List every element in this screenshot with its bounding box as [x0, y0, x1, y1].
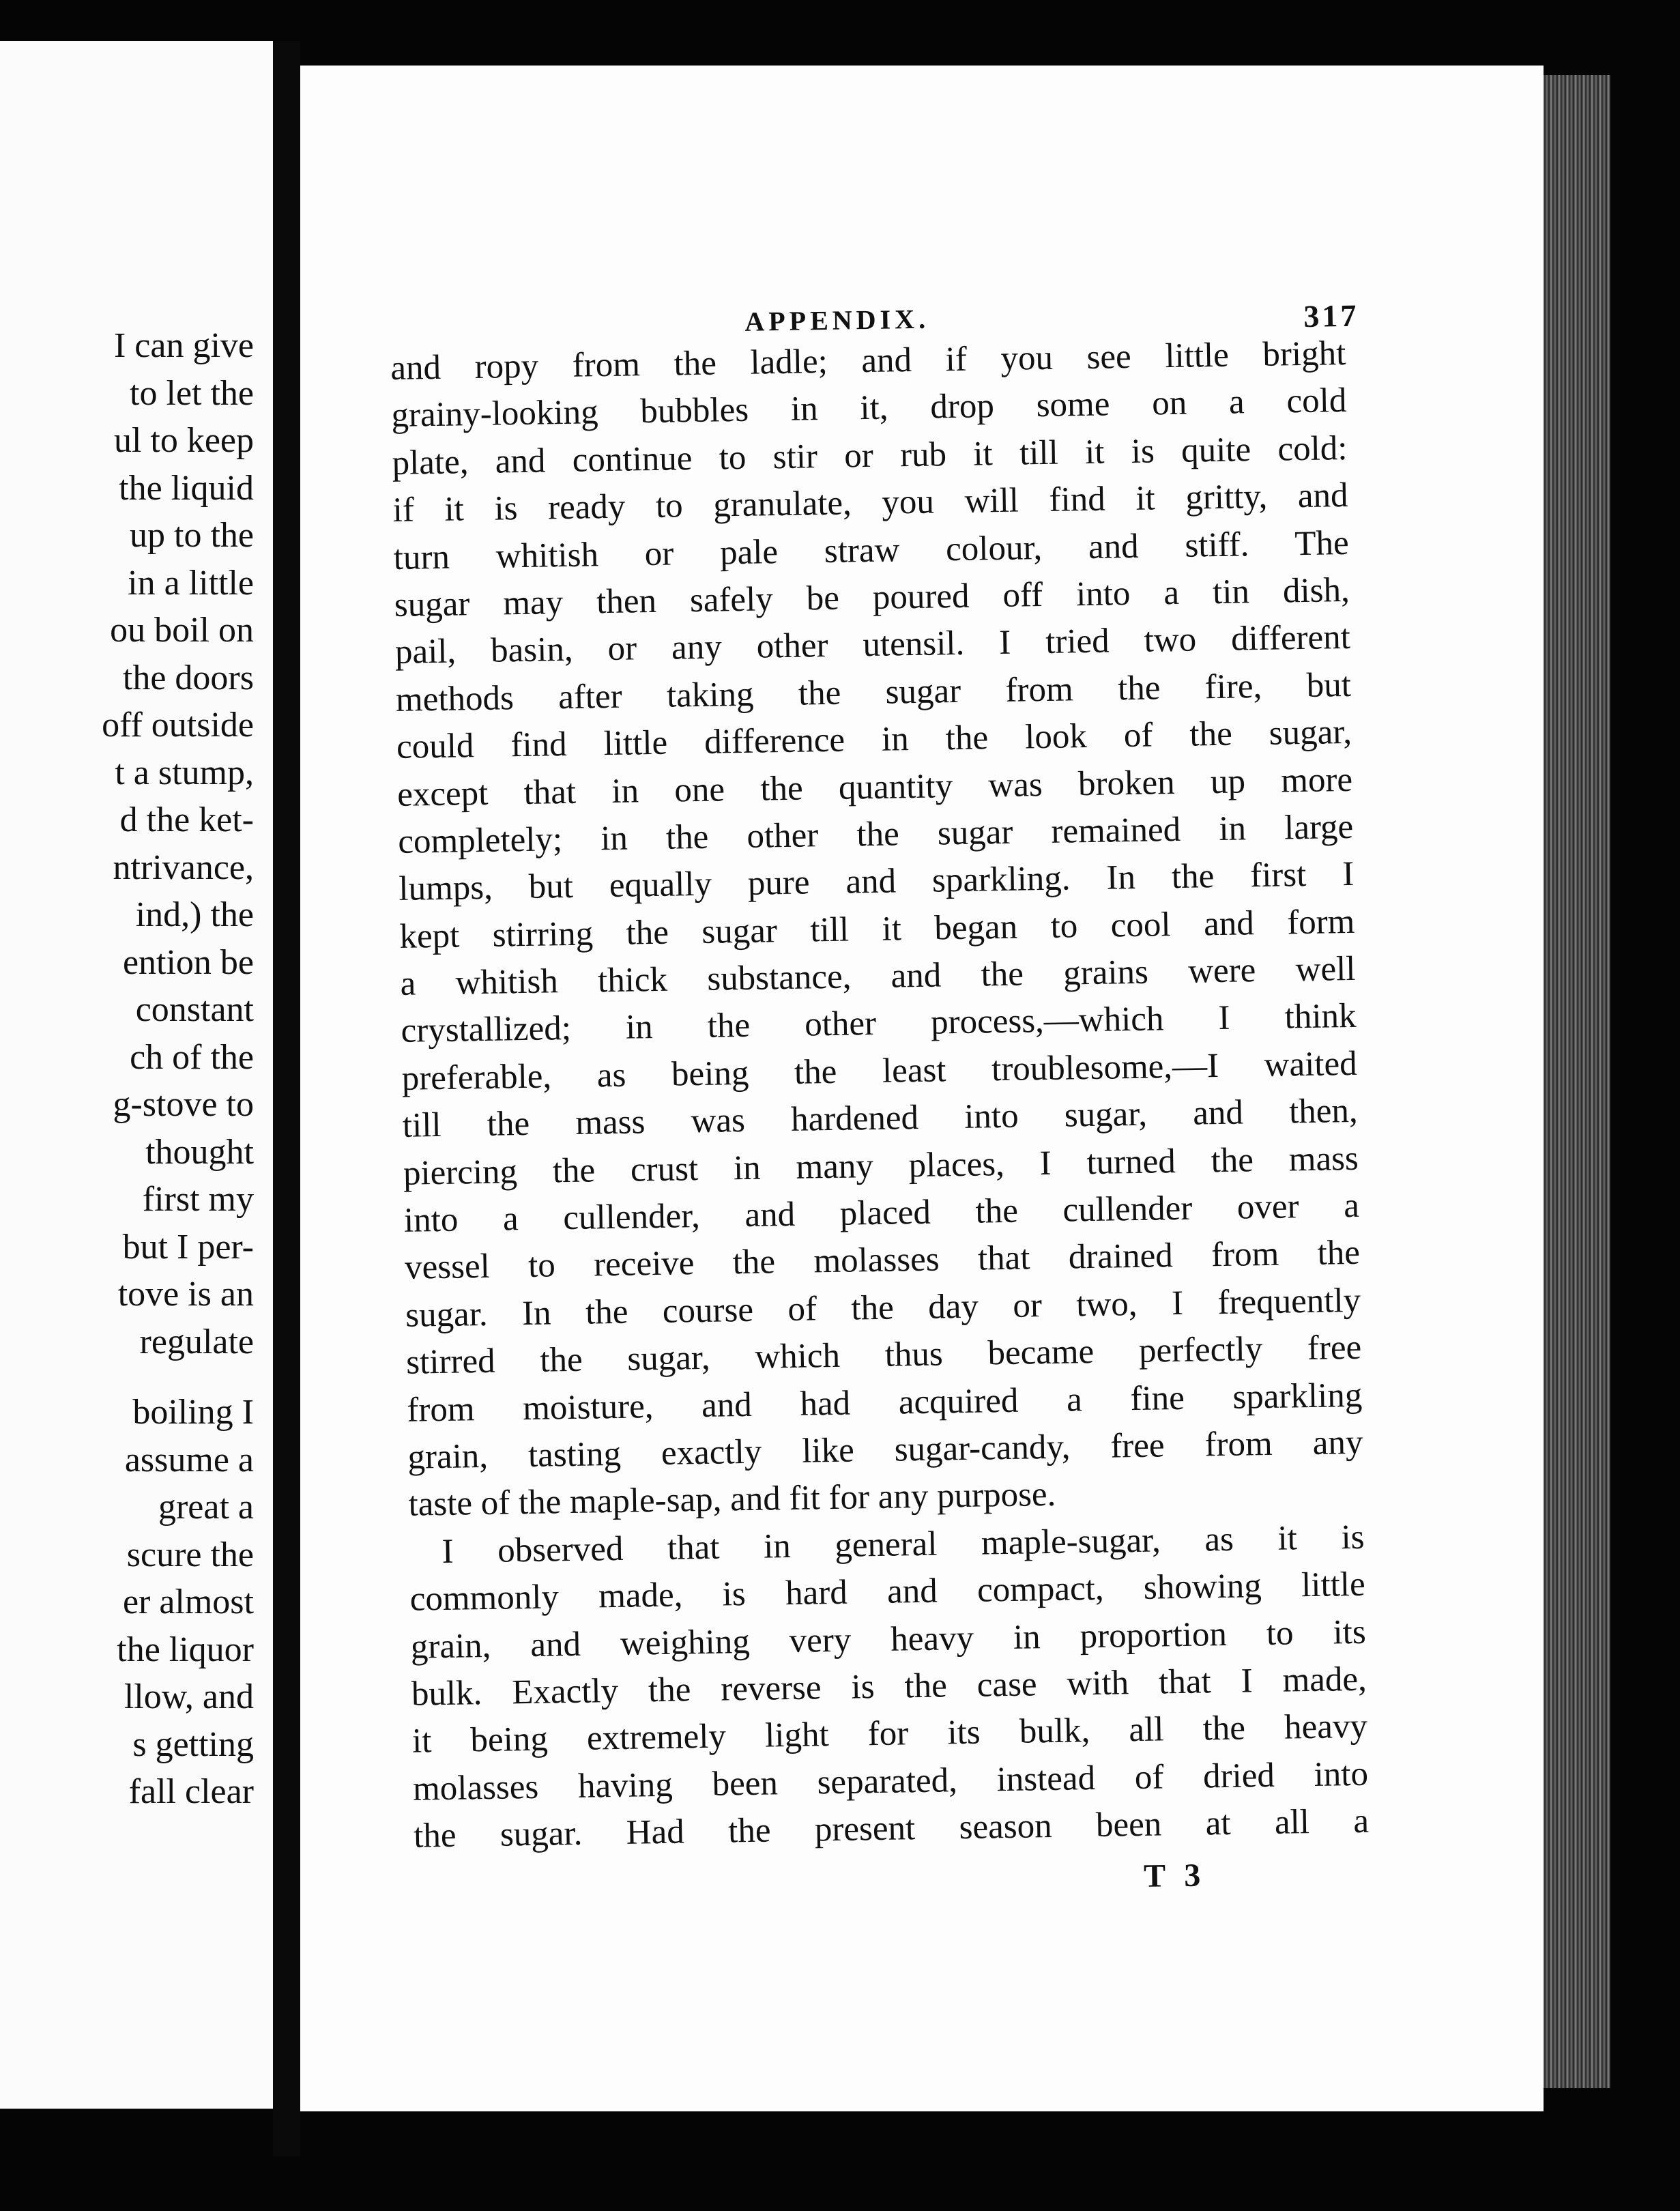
- text-line: from moisture, and had acquired a fine sparkling: [406, 1376, 1363, 1430]
- book-gutter: [273, 41, 300, 2156]
- left-fragment-line: boiling I: [132, 1393, 254, 1432]
- left-fragment-line: llow, and: [124, 1677, 254, 1716]
- right-page: [300, 66, 1544, 2111]
- text-line: lumps, but equally pure and sparkling. In the first I: [398, 855, 1355, 909]
- left-fragment-line: ention be: [122, 942, 254, 982]
- text-line: could find little difference in the look of the sugar,: [396, 713, 1352, 767]
- left-fragment-line: ch of the: [130, 1037, 254, 1077]
- left-fragment-line: off outside: [102, 706, 254, 745]
- text-line: into a cullender, and placed the cullender over a: [403, 1186, 1360, 1240]
- left-fragment-line: er almost: [122, 1583, 254, 1621]
- running-head-title: APPENDIX.: [744, 303, 930, 337]
- text-line: grain, and weighing very heavy in proportion to its: [410, 1613, 1367, 1666]
- text-line: molasses having been separated, instead of dried into: [412, 1754, 1369, 1808]
- text-line: bulk. Exactly the reverse is the case with that I made,: [411, 1660, 1367, 1714]
- left-fragment-line: assume a: [124, 1440, 254, 1479]
- left-fragment-line: up to the: [130, 516, 254, 555]
- text-line: methods after taking the sugar from the fire, but: [395, 665, 1352, 719]
- text-line: and ropy from the ladle; and if you see little bright: [390, 334, 1346, 388]
- left-fragment-line: ou boil on: [110, 611, 254, 650]
- text-line: turn whitish or pale straw colour, and stiff. The: [393, 523, 1350, 577]
- left-fragment-line: ul to keep: [113, 421, 254, 460]
- signature-mark: T 3: [1143, 1856, 1206, 1894]
- paragraph-2: [409, 1514, 1369, 1861]
- left-fragment-line: [0, 1365, 254, 1389]
- text-line: grainy-looking bubbles in it, drop some on a cold: [391, 381, 1347, 435]
- left-fragment-line: regulate: [139, 1322, 254, 1361]
- left-fragment-line: t a stump,: [115, 753, 254, 792]
- left-fragment-line: d the ket-: [119, 800, 254, 839]
- text-line: vessel to receive the molasses that drained from the: [404, 1234, 1361, 1288]
- text-line: the sugar. Had the present season been at all a: [413, 1802, 1370, 1855]
- left-fragment-line: thought: [145, 1132, 254, 1172]
- left-facing-page: [0, 41, 273, 2109]
- left-fragment-line: scure the: [126, 1535, 254, 1574]
- left-fragment-line: to let the: [130, 373, 254, 413]
- text-line: if it is ready to granulate, you will find it gritty, and: [392, 476, 1348, 530]
- running-head: [389, 248, 1359, 345]
- text-line: crystallized; in the other process,—which I think: [401, 997, 1357, 1051]
- left-fragment-line: fall clear: [128, 1772, 254, 1811]
- text-line: commonly made, is hard and compact, showing little: [409, 1565, 1366, 1619]
- left-fragment-line: I can give: [113, 326, 254, 365]
- left-fragment-line: constant: [135, 990, 254, 1029]
- left-fragment-line: the liquid: [119, 468, 254, 508]
- left-fragment-line: first my: [142, 1180, 254, 1219]
- text-line: kept stirring the sugar till it began to cool and form: [399, 902, 1355, 956]
- text-line: taste of the maple-sap, and fit for any purpose.: [408, 1475, 1056, 1524]
- text-line: stirred the sugar, which thus became perfectly free: [405, 1329, 1362, 1383]
- left-fragment-line: in a little: [128, 563, 254, 603]
- text-line: plate, and continue to stir or rub it till it is quite cold:: [392, 429, 1348, 482]
- text-line: completely; in the other the sugar remained in large: [397, 807, 1354, 861]
- left-fragment-line: s getting: [132, 1724, 254, 1764]
- text-line: piercing the crust in many places, I turned the mass: [403, 1139, 1359, 1193]
- text-line: it being extremely light for its bulk, all the heavy: [411, 1707, 1368, 1761]
- text-line: I observed that in general maple-sugar, as it is: [441, 1518, 1365, 1571]
- text-line: preferable, as being the least troublesome,—I waited: [401, 1044, 1358, 1098]
- left-fragment-line: ind,) the: [135, 895, 254, 934]
- text-line: a whitish thick substance, and the grains were well: [400, 949, 1356, 1003]
- text-line: till the mass was hardened into sugar, and then,: [402, 1092, 1359, 1146]
- left-fragment-line: great a: [158, 1488, 254, 1527]
- page-text-block: [389, 248, 1370, 1906]
- left-fragment-line: tove is an: [117, 1275, 254, 1314]
- page-number: 317: [1303, 298, 1359, 334]
- left-fragment-line: g-stove to: [113, 1085, 254, 1124]
- text-line: sugar may then safely be poured off into a tin dish,: [394, 570, 1350, 624]
- text-line: sugar. In the course of the day or two, I frequently: [405, 1281, 1361, 1335]
- text-line: except that in one the quantity was broken up more: [396, 760, 1353, 814]
- text-line: grain, tasting exactly like sugar-candy, free from any: [407, 1423, 1363, 1477]
- body-text: [390, 330, 1370, 1860]
- paragraph-1: [390, 330, 1364, 1529]
- left-fragment-line: the doors: [122, 658, 254, 697]
- left-fragment-line: but I per-: [122, 1227, 254, 1267]
- text-line: pail, basin, or any other utensil. I tried two different: [394, 618, 1351, 672]
- left-fragment-line: the liquor: [117, 1630, 254, 1669]
- left-page-text-fragments: [0, 322, 254, 1816]
- left-fragment-line: ntrivance,: [113, 848, 254, 887]
